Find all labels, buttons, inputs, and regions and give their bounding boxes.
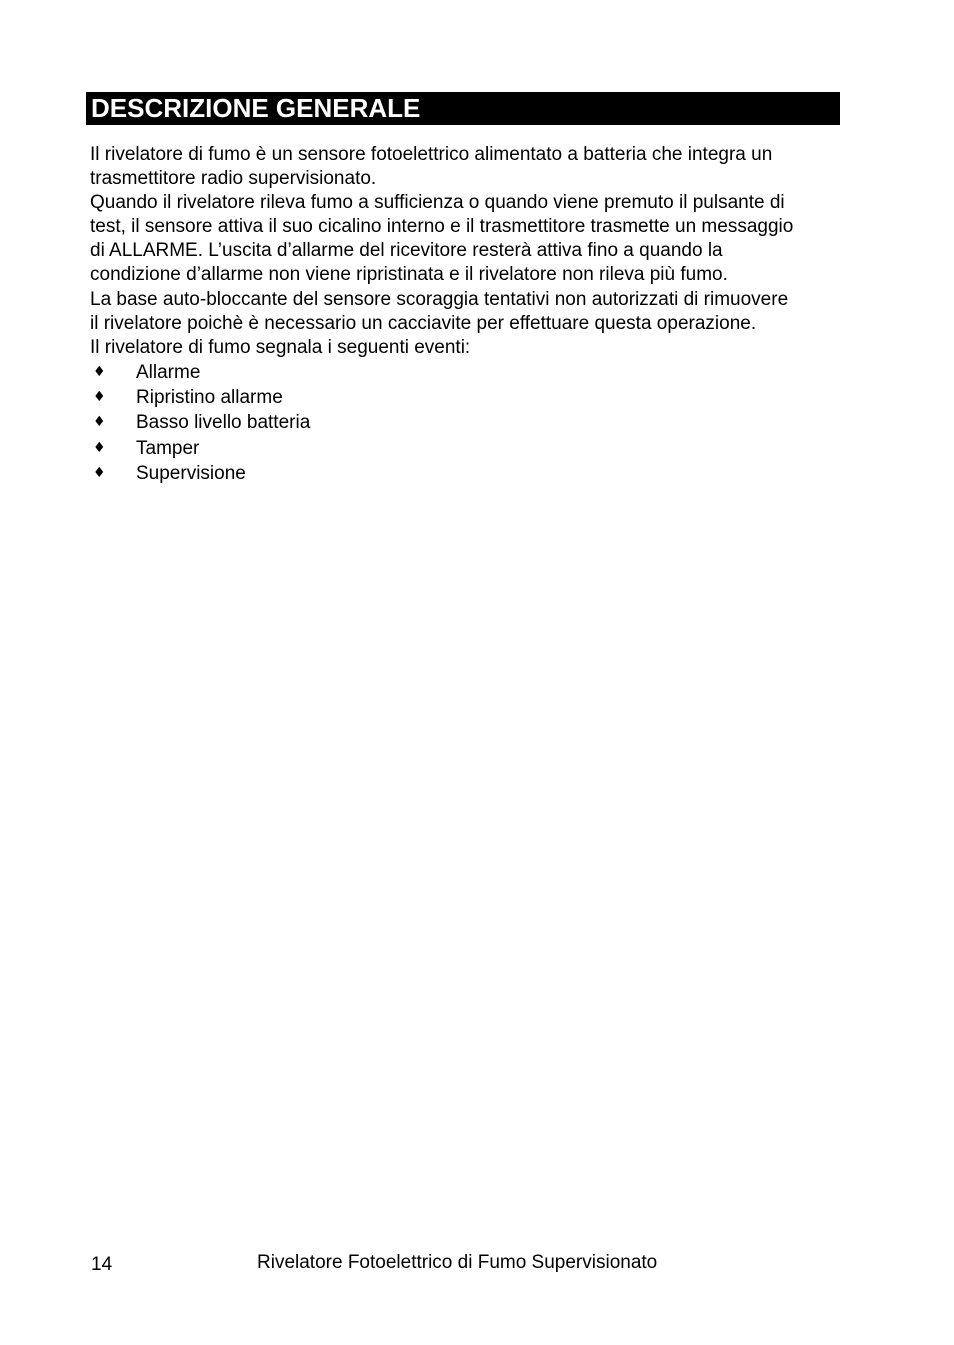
body-line: La base auto-bloccante del sensore scoraggia tentativi non autorizzati di rimuovere: [90, 288, 789, 310]
diamond-bullet-icon: ♦: [93, 389, 106, 406]
body-line: Quando il rivelatore rileva fumo a sufficienza o quando viene premuto il pulsante di: [90, 192, 785, 214]
event-label: Ripristino allarme: [136, 387, 283, 409]
description-body: [90, 143, 880, 360]
diamond-bullet-icon: ♦: [93, 414, 106, 431]
footer-document-title: Rivelatore Fotoelettrico di Fumo Supervisionato: [257, 1252, 658, 1273]
section-title: DESCRIZIONE GENERALE: [91, 93, 421, 123]
page-number: 14: [91, 1254, 113, 1275]
diamond-bullet-icon: ♦: [93, 364, 106, 380]
event-label: Basso livello batteria: [136, 412, 311, 434]
body-line: condizione d’allarme non viene ripristinata e il rivelatore non rileva più fumo.: [90, 264, 728, 286]
body-line: il rivelatore poichè è necessario un cacciavite per effettuare questa operazione.: [90, 312, 757, 334]
body-line: trasmettitore radio supervisionato.: [90, 168, 377, 190]
body-line: di ALLARME. L’uscita d’allarme del ricevitore resterà attiva fino a quando la: [90, 240, 723, 262]
section-heading: [86, 92, 840, 125]
event-label: Supervisione: [136, 462, 246, 484]
body-line: Il rivelatore di fumo è un sensore fotoelettrico alimentato a batteria che integra un: [90, 144, 773, 165]
diamond-bullet-icon: ♦: [93, 439, 106, 456]
body-line: Il rivelatore di fumo segnala i seguenti eventi:: [90, 336, 471, 358]
event-label: Allarme: [136, 362, 201, 383]
event-label: Tamper: [136, 437, 200, 459]
body-line: test, il sensore attiva il suo cicalino interno e il trasmettitore trasmette un messaggio: [90, 216, 794, 238]
diamond-bullet-icon: ♦: [93, 464, 106, 481]
